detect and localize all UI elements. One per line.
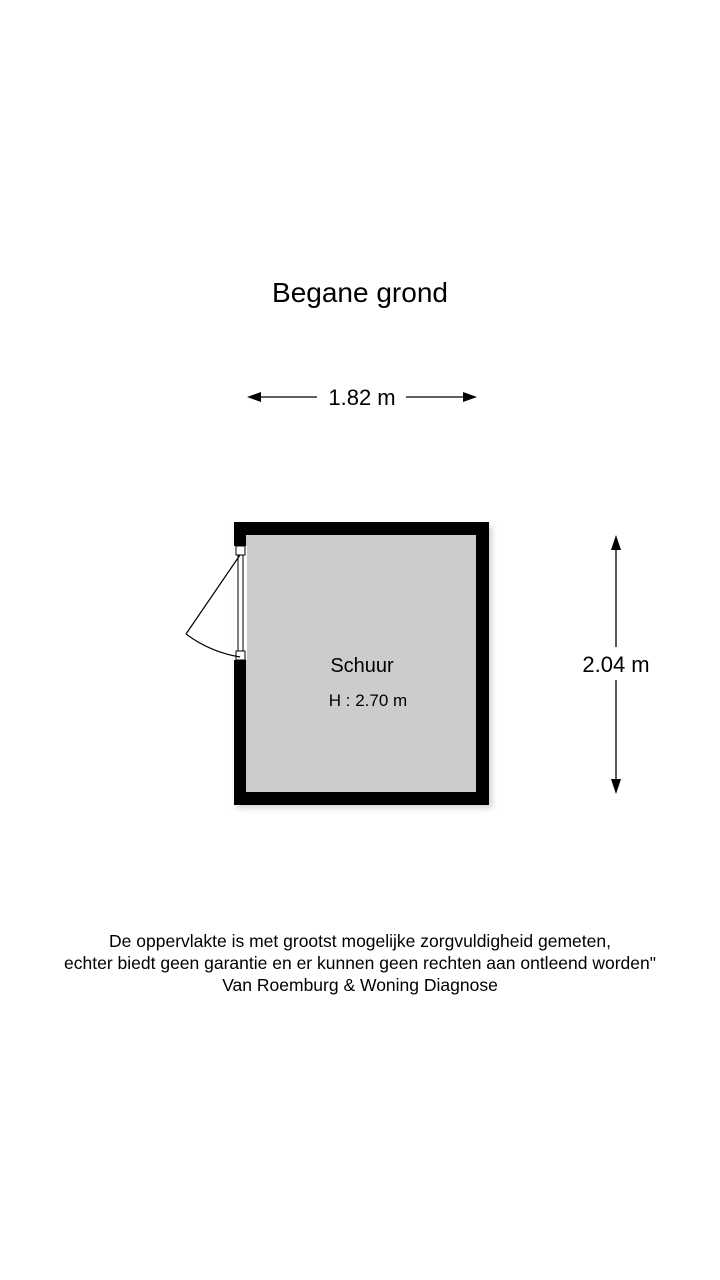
room-height: H : 2.70 m: [328, 691, 408, 710]
door-jamb-top: [236, 546, 245, 555]
room-name: Schuur: [330, 655, 394, 677]
door-opening: [234, 546, 247, 660]
disclaimer: [0, 930, 720, 996]
disclaimer-line-3: Van Roemburg & Woning Diagnose: [222, 975, 498, 995]
door-swing-arc-icon: [186, 634, 240, 657]
floor-title: Begane grond: [272, 277, 448, 308]
width-dimension-label: 1.82 m: [328, 385, 396, 410]
depth-dimension: [582, 535, 649, 794]
width-dimension: [247, 385, 477, 410]
depth-arrow-down-icon: [611, 779, 621, 794]
door-jamb-bottom: [236, 651, 245, 660]
width-arrow-right-icon: [463, 392, 477, 402]
room-schuur: [186, 522, 492, 808]
disclaimer-line-2: echter biedt geen garantie en er kunnen geen rechten aan ontleend worden": [64, 953, 656, 973]
door-leaf: [186, 555, 240, 634]
width-arrow-left-icon: [247, 392, 261, 402]
depth-arrow-up-icon: [611, 535, 621, 550]
depth-dimension-label: 2.04 m: [582, 652, 650, 677]
disclaimer-line-1: De oppervlakte is met grootst mogelijke zorgvuldigheid gemeten,: [109, 931, 611, 951]
